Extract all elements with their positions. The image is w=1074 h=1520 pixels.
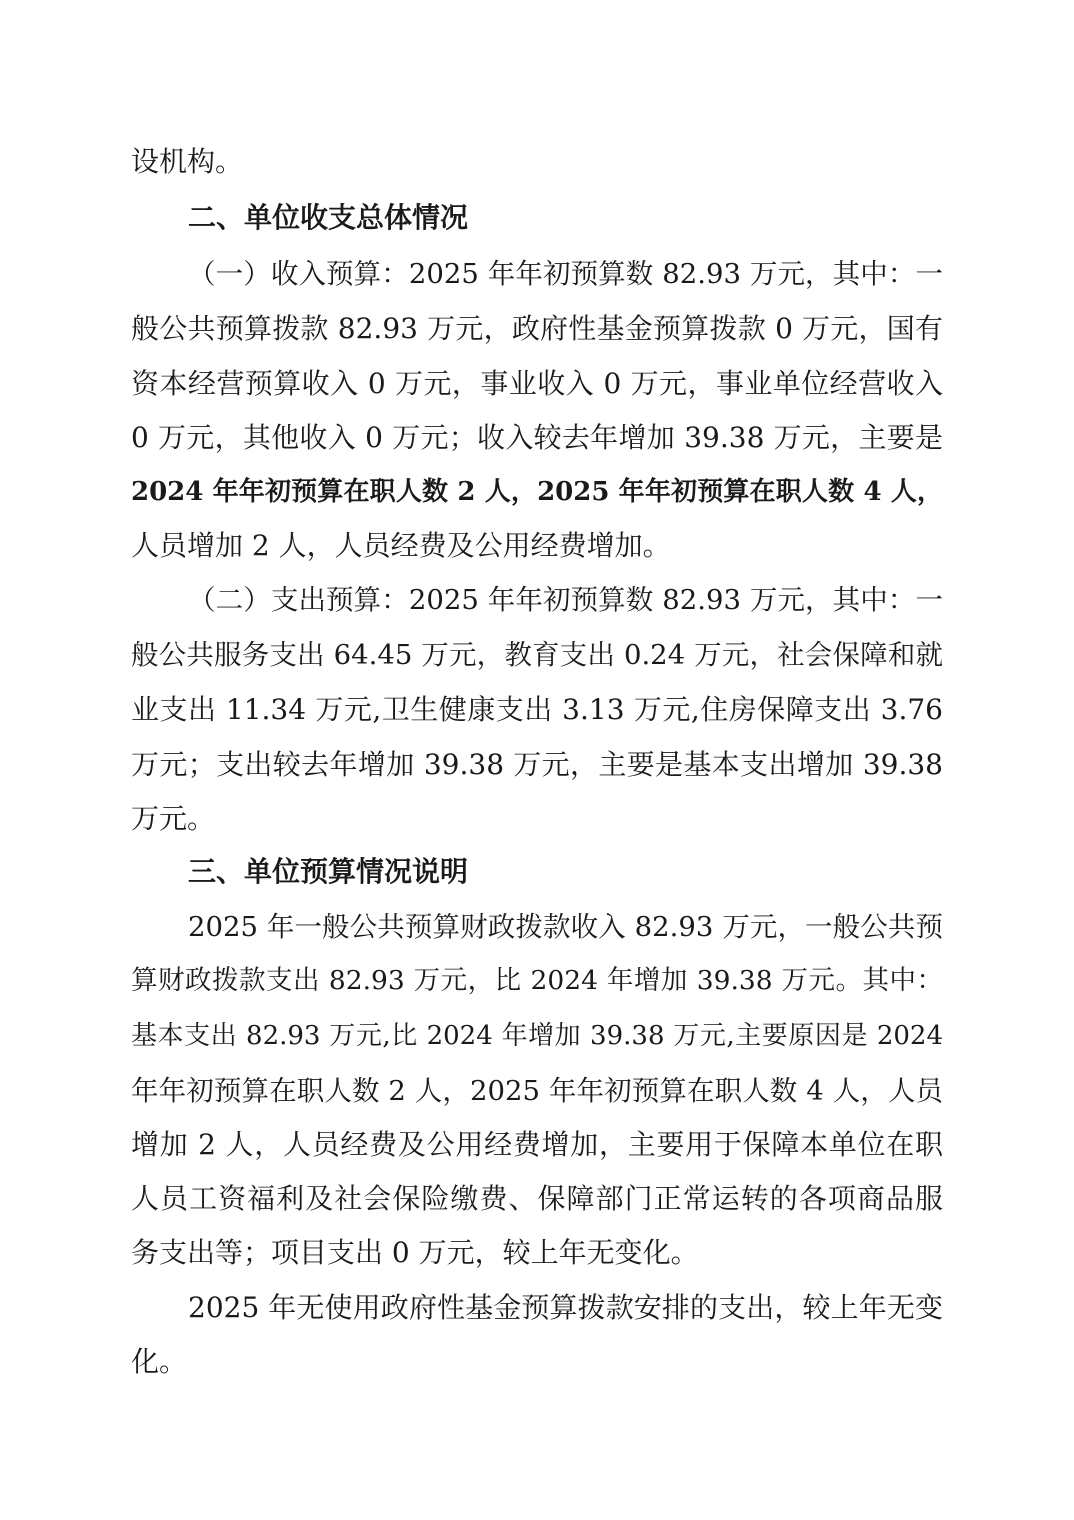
section-heading-2: 二、单位收支总体情况	[188, 201, 469, 234]
paragraph-line: 算财政拨款支出 82.93 万元，比 2024 年增加 39.38 万元。其中：	[131, 965, 943, 996]
paragraph-line: 增加 2 人，人员经费及公用经费增加，主要用于保障本单位在职	[131, 1128, 943, 1161]
paragraph-line: 般公共预算拨款 82.93 万元，政府性基金预算拨款 0 万元，国有	[131, 312, 943, 345]
paragraph-line: 般公共服务支出 64.45 万元，教育支出 0.24 万元，社会保障和就	[131, 639, 943, 671]
paragraph-line: 业支出 11.34 万元,卫生健康支出 3.13 万元,住房保障支出 3.76	[131, 693, 943, 726]
section-heading-3: 三、单位预算情况说明	[188, 855, 469, 888]
paragraph-line: 0 万元，其他收入 0 万元；收入较去年增加 39.38 万元，主要是	[131, 421, 943, 454]
paragraph-line: 2025 年无使用政府性基金预算拨款安排的支出，较上年无变	[188, 1291, 943, 1324]
paragraph-line: 设机构。	[131, 145, 244, 178]
paragraph-line: 年年初预算在职人数 2 人，2025 年年初预算在职人数 4 人，人员	[131, 1075, 943, 1107]
paragraph-line: （二）支出预算：2025 年年初预算数 82.93 万元，其中：一	[188, 584, 943, 616]
paragraph-line: 基本支出 82.93 万元,比 2024 年增加 39.38 万元,主要原因是 2024	[131, 1021, 943, 1051]
paragraph-line: 万元；支出较去年增加 39.38 万元，主要是基本支出增加 39.38	[131, 748, 943, 781]
paragraph-line: 人员工资福利及社会保险缴费、保障部门正常运转的各项商品服	[131, 1182, 943, 1215]
paragraph-line: 2024 年年初预算在职人数 2 人，2025 年年初预算在职人数 4 人，	[131, 477, 943, 507]
paragraph-line: （一）收入预算：2025 年年初预算数 82.93 万元，其中：一	[188, 258, 943, 290]
paragraph-line: 务支出等；项目支出 0 万元，较上年无变化。	[131, 1236, 699, 1269]
paragraph-line: 万元。	[131, 802, 216, 835]
paragraph-line: 化。	[131, 1345, 188, 1378]
paragraph-line: 2025 年一般公共预算财政拨款收入 82.93 万元，一般公共预	[188, 911, 943, 943]
paragraph-line: 人员增加 2 人，人员经费及公用经费增加。	[131, 529, 671, 562]
paragraph-line: 资本经营预算收入 0 万元，事业收入 0 万元，事业单位经营收入	[131, 367, 943, 400]
